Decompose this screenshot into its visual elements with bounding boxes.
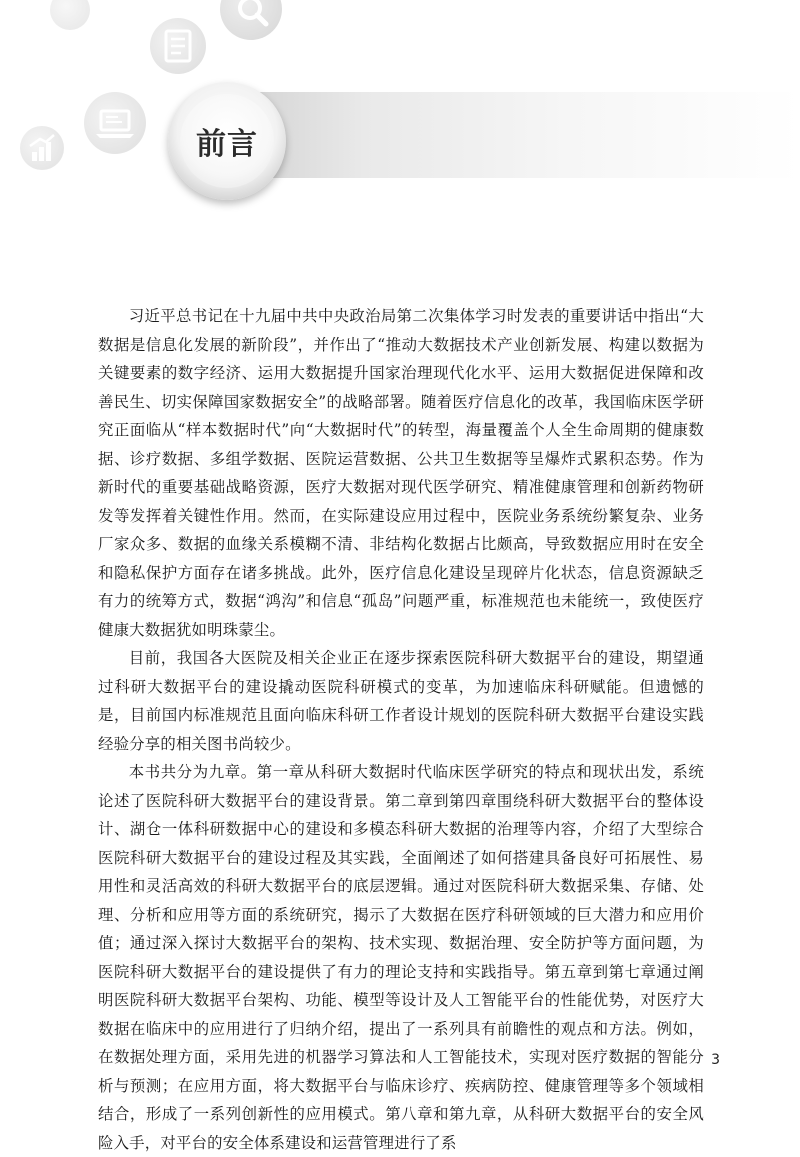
paragraph: 目前，我国各大医院及相关企业正在逐步探索医院科研大数据平台的建设，期望通过科研大数据平台的建设撬动医院科研模式的变革，为加速临床科研赋能。但遗憾的是，目前国内标准规范且面向临床科研工作者设计规划的医院科研大数据平台建设实践经验分享的相关图书尚较少。: [98, 649, 704, 753]
chapter-header: [0, 0, 800, 210]
magnifier-icon: [220, 0, 282, 40]
laptop-icon: [84, 92, 146, 154]
growth-chart-icon: [20, 126, 64, 170]
chapter-title-badge-inner: [180, 94, 274, 188]
chapter-title-badge: [168, 82, 286, 200]
chapter-title: 前言: [196, 127, 258, 162]
decorative-circle: [50, 0, 90, 30]
checklist-icon: [150, 18, 206, 74]
preface-body: [98, 302, 704, 1157]
page-number: 3: [711, 1052, 720, 1068]
paragraph: 本书共分为九章。第一章从科研大数据时代临床医学研究的特点和现状出发，系统论述了医院科研大数据平台的建设背景。第二章到第四章围绕科研大数据平台的整体设计、湖仓一体科研数据中心的建设和多模态科研大数据的治理等内容，介绍了大型综合医院科研大数据平台的建设过程及其实践，全面阐述了如何搭建具备良好可拓展性、易用性和灵活高效的科研大数据平台的底层逻辑。通过对医院科研大数据采集、存储、处理、分析和应用等方面的系统研究，揭示了大数据在医疗科研领域的巨大潜力和应用价值；通过深入探讨大数据平台的架构、技术实现、数据治理、安全防护等方面问题，为医院科研大数据平台的建设提供了有力的理论支持和实践指导。第五章到第七章通过阐明医院科研大数据平台架构、功能、模型等设计及人工智能平台的性能优势，对医疗大数据在临床中的应用进行了归纳介绍，提出了一系列具有前瞻性的观点和方法。例如，在数据处理方面，采用先进的机器学习算法和人工智能技术，实现对医疗数据的智能分析与预测；在应用方面，将大数据平台与临床诊疗、疾病防控、健康管理等多个领域相结合，形成了一系列创新性的应用模式。第八章和第九章，从科研大数据平台的安全风险入手，对平台的安全体系建设和运营管理进行了系: [98, 763, 704, 1152]
header-gradient-band: [218, 92, 800, 178]
paragraph: 习近平总书记在十九届中共中央政治局第二次集体学习时发表的重要讲话中指出“大数据是信息化发展的新阶段”，并作出了“推动大数据技术产业创新发展、构建以数据为关键要素的数字经济、运用大数据提升国家治理现代化水平、运用大数据促进保障和改善民生、切实保障国家数据安全”的战略部署。随着医疗信息化的改革，我国临床医学研究正面临从“样本数据时代”向“大数据时代”的转型，海量覆盖个人全生命周期的健康数据、诊疗数据、多组学数据、医院运营数据、公共卫生数据等呈爆炸式累积态势。作为新时代的重要基础战略资源，医疗大数据对现代医学研究、精准健康管理和创新药物研发等发挥着关键性作用。然而，在实际建设应用过程中，医院业务系统纷繁复杂、业务厂家众多、数据的血缘关系模糊不清、非结构化数据占比颇高，导致数据应用时在安全和隐私保护方面存在诸多挑战。此外，医疗信息化建设呈现碎片化状态，信息资源缺乏有力的统筹方式，数据“鸿沟”和信息“孤岛”问题严重，标准规范也未能统一，致使医疗健康大数据犹如明珠蒙尘。: [98, 307, 704, 639]
